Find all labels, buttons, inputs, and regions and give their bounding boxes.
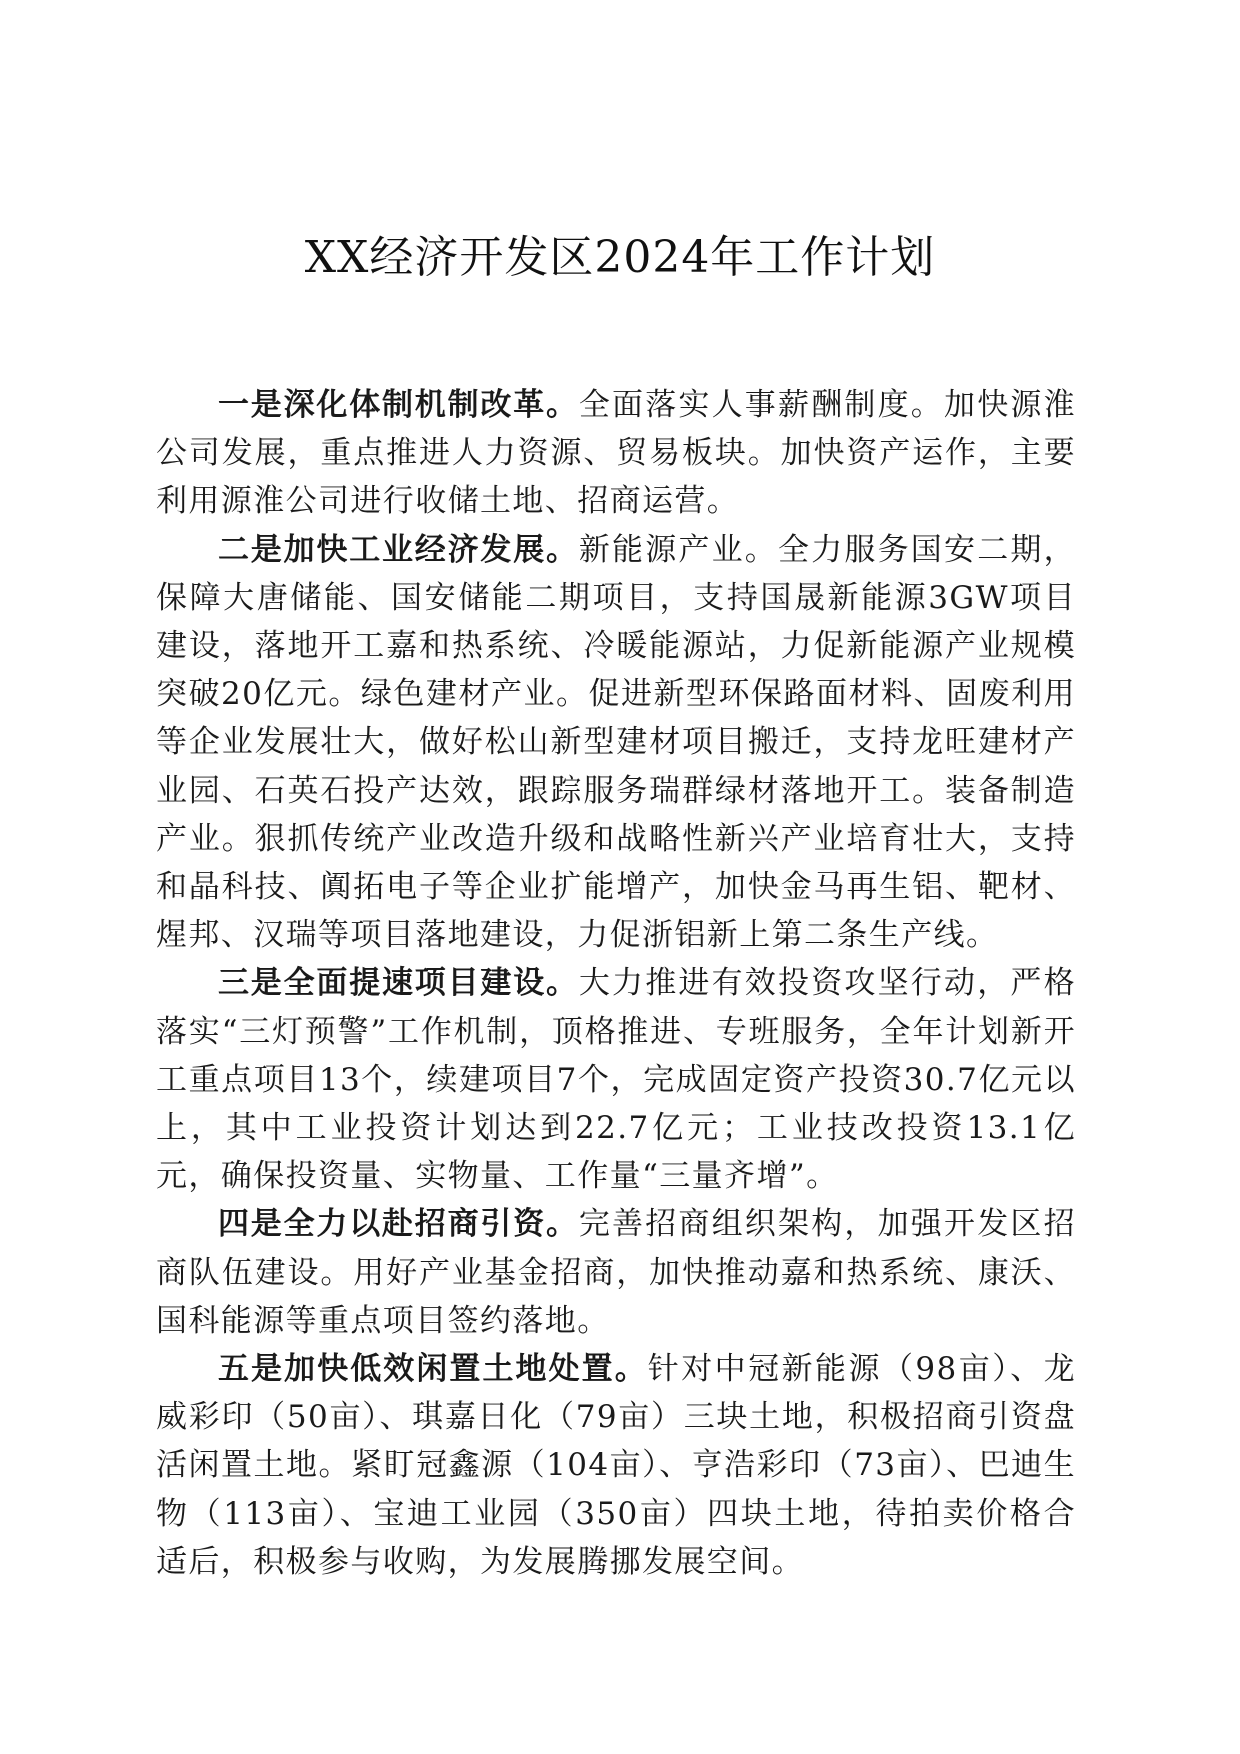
paragraph-text: 全面落实人事薪酬制度。加快源淮公司发展，重点推进人力资源、贸易板块。加快资产运作，主要利用源淮公司进行收储土地、招商运营。 bbox=[156, 387, 1077, 520]
paragraph-lead: 四是全力以赴招商引资。 bbox=[218, 1206, 579, 1243]
paragraph-investment bbox=[156, 1200, 1076, 1345]
paragraph-land bbox=[156, 1345, 1076, 1586]
paragraph-lead: 三是全面提速项目建设。 bbox=[218, 965, 579, 1002]
paragraph-reform bbox=[156, 381, 1076, 526]
paragraph-text: 新能源产业。全力服务国安二期，保障大唐储能、国安储能二期项目，支持国晟新能源3GW项目建设，落地开工嘉和热系统、冷暖能源站，力促新能源产业规模突破20亿元。绿色建材产业。促进新型环保路面材料、固废利用等企业发展壮大，做好松山新型建材项目搬迁，支持龙旺建材产业园、石英石投产达效，跟踪服务瑞群绿材落地开工。装备制造产业。狠抓传统产业改造升级和战略性新兴产业培育壮大，支持和晶科技、阗拓电子等企业扩能增产，加快金马再生铝、靶材、煋邦、汉瑞等项目落地建设，力促浙铝新上第二条生产线。 bbox=[156, 531, 1077, 954]
paragraph-lead: 一是深化体制机制改革。 bbox=[218, 387, 579, 423]
paragraph-lead: 五是加快低效闲置土地处置。 bbox=[218, 1351, 648, 1388]
paragraph-industry bbox=[156, 526, 1076, 960]
paragraph-text: 针对中冠新能源（98亩）、龙威彩印（50亩）、琪嘉日化（79亩）三块土地，积极招商引资盘活闲置土地。紧盯冠鑫源（104亩）、亨浩彩印（73亩）、巴迪生物（113亩）、宝迪工业园（350亩）四块土地，待拍卖价格合适后，积极参与收购，为发展腾挪发展空间。 bbox=[156, 1351, 1077, 1580]
paragraph-projects bbox=[156, 959, 1076, 1200]
paragraph-text: 完善招商组织架构，加强开发区招商队伍建设。用好产业基金招商，加快推动嘉和热系统、康沃、国科能源等重点项目签约落地。 bbox=[156, 1206, 1077, 1339]
paragraph-text: 大力推进有效投资攻坚行动，严格落实“三灯预警”工作机制，顶格推进、专班服务，全年计划新开工重点项目13个，续建项目7个，完成固定资产投资30.7亿元以上，其中工业投资计划达到22.7亿元；工业技改投资13.1亿元，确保投资量、实物量、工作量“三量齐增”。 bbox=[156, 965, 1077, 1195]
document-title: XX经济开发区2024年工作计划 bbox=[304, 232, 936, 283]
paragraph-lead: 二是加快工业经济发展。 bbox=[218, 531, 579, 568]
document-body bbox=[156, 381, 1076, 1586]
